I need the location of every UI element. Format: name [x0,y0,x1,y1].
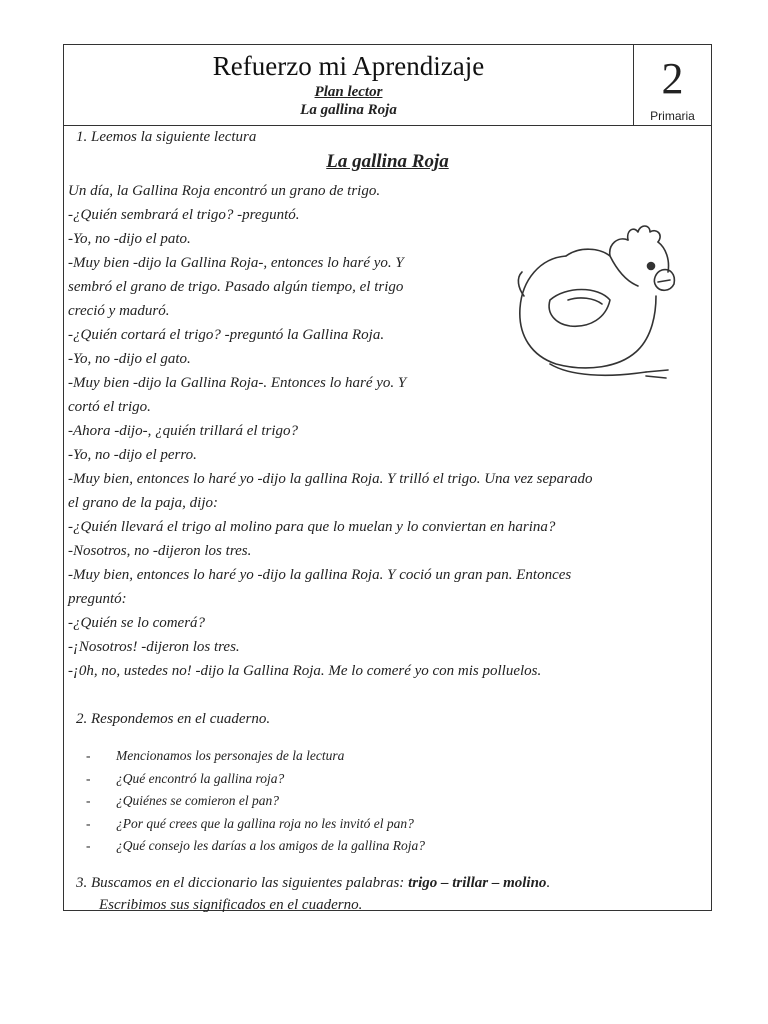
list-item: - ¿Quiénes se comieron el pan? [86,793,279,808]
story-line: Un día, la Gallina Roja encontró un grano de trigo. [68,183,381,199]
worksheet-body [64,125,711,913]
story-title: La gallina Roja [326,151,449,172]
story-line: -Muy bien -dijo la Gallina Roja-, entonces lo haré yo. Y [68,255,404,271]
story-line: -Nosotros, no -dijeron los tres. [68,543,252,559]
story-line: el grano de la paja, dijo: [68,495,218,511]
story-line: -Muy bien, entonces lo haré yo -dijo la gallina Roja. Y trilló el trigo. Una vez separado [68,471,593,487]
page-title: Refuerzo mi Aprendizaje [212,51,485,81]
question-list [86,745,425,858]
worksheet [63,44,712,911]
story-line: -¿Quién sembrará el trigo? -preguntó. [68,207,300,223]
section2-instruction: 2. Respondemos en el cuaderno. [76,711,271,727]
story-line: -Yo, no -dijo el pato. [68,231,191,247]
list-item: - ¿Qué consejo les darías a los amigos de la gallina Roja? [86,838,425,853]
story-line: -Muy bien -dijo la Gallina Roja-. Entonces lo haré yo. Y [68,375,407,391]
page-subtitle: Plan lector [314,84,383,100]
hen-drawing-icon [510,200,680,390]
story-line: cortó el trigo. [68,399,151,415]
worksheet-header [64,45,711,126]
story-line: -¡Nosotros! -dijeron los tres. [68,639,240,655]
story-line: -Ahora -dijo-, ¿quién trillará el trigo? [68,423,298,439]
section3-instruction: 3. Buscamos en el diccionario las siguientes palabras: trigo – trillar – molino. [76,875,551,891]
story-line: -¿Quién se lo comerá? [68,615,206,631]
story-line: -Muy bien, entonces lo haré yo -dijo la gallina Roja. Y coció un gran pan. Entonces [68,567,572,583]
story-line: preguntó: [68,591,127,607]
header-title-cell [64,45,634,125]
story-line: -Yo, no -dijo el gato. [68,351,191,367]
list-item: - ¿Por qué crees que la gallina roja no les invitó el pan? [86,815,414,831]
list-item: - Mencionamos los personajes de la lectura [86,748,345,763]
section3-line2: Escribimos sus significados en el cuaderno. [99,897,363,913]
story-line: -¡0h, no, ustedes no! -dijo la Gallina Roja. Me lo comeré yo con mis polluelos. [68,663,542,679]
section1-instruction: 1. Leemos la siguiente lectura [76,129,257,145]
story-line: creció y maduró. [68,303,170,319]
vocabulary-words: trigo – trillar – molino [408,875,547,891]
grade-number: 2 [661,54,684,103]
story-line: -¿Quién cortará el trigo? -preguntó la Gallina Roja. [68,327,385,343]
header-grade-cell [634,45,711,125]
story-line: sembró el grano de trigo. Pasado algún tiempo, el trigo [68,279,404,295]
story-name: La gallina Roja [300,102,397,118]
list-item: - ¿Qué encontró la gallina roja? [86,770,285,786]
grade-level: Primaria [650,109,695,123]
story-line: -Yo, no -dijo el perro. [68,447,197,463]
story-line: -¿Quién llevará el trigo al molino para que lo muelan y lo conviertan en harina? [68,519,556,535]
